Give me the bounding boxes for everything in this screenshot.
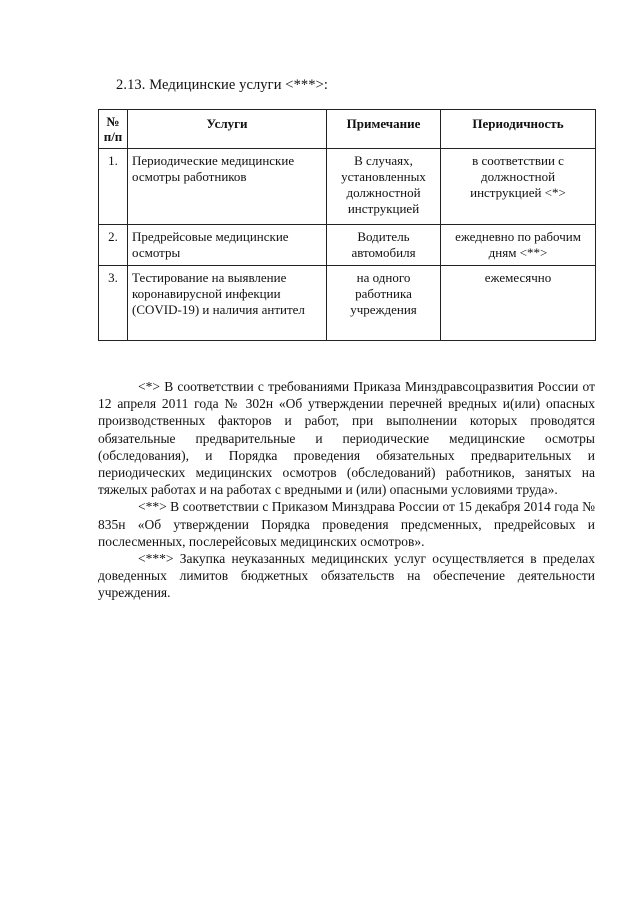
row-period: в соответствии с должностной инструкцией <*> (441, 149, 596, 225)
header-number-line2: п/п (103, 129, 123, 144)
header-note: Примечание (327, 110, 441, 149)
medical-services-table (98, 109, 596, 341)
footnotes (98, 378, 595, 602)
row-note: на одного работника учреждения (327, 266, 441, 341)
row-service: Предрейсовые медицинские осмотры (128, 225, 327, 266)
header-period: Периодичность (441, 110, 596, 149)
section-title: 2.13. Медицинские услуги <***>: (116, 77, 329, 93)
row-service: Тестирование на выявление коронавирусной инфекции (COVID-19) и наличия антител (128, 266, 327, 341)
row-note: Водитель автомобиля (327, 225, 441, 266)
row-period: ежедневно по рабочим дням <**> (441, 225, 596, 266)
header-number (99, 110, 128, 149)
table-row (99, 225, 596, 266)
footnote-2: <**> В соответствии с Приказом Минздрава России от 15 декабря 2014 года № 835н «Об утверждении Порядка проведения предсменных, предрейсовых и послесменных, послерейсовых медицинских осмотров». (98, 499, 595, 549)
row-service: Периодические медицинские осмотры работников (128, 149, 327, 225)
header-service: Услуги (128, 110, 327, 149)
row-period: ежемесячно (441, 266, 596, 341)
footnote-3: <***> Закупка неуказанных медицинских услуг осуществляется в пределах доведенных лимитов бюджетных обязательств на обеспечение деятельности учреждения. (98, 551, 595, 601)
header-number-line1: № (106, 114, 120, 129)
row-number: 2. (99, 225, 128, 266)
row-note: В случаях, установленных должностной инструкцией (327, 149, 441, 225)
row-number: 1. (99, 149, 128, 225)
table-header-row (99, 110, 596, 149)
footnote-1: <*> В соответствии с требованиями Приказа Минздравсоцразвития России от 12 апреля 2011 года № 302н «Об утверждении перечней вредных и(или) опасных производственных факторов и работ, при выполнении которых проводятся обязательные предварительные и периодические медицинские осмотры (обследования), и Порядка проведения обязательных предварительных и периодических медицинских осмотров (обследований) работников, занятых на тяжелых работах и на работах с вредными и (или) опасными условиями труда». (98, 379, 595, 498)
row-number: 3. (99, 266, 128, 341)
table-row (99, 266, 596, 341)
table-row (99, 149, 596, 225)
